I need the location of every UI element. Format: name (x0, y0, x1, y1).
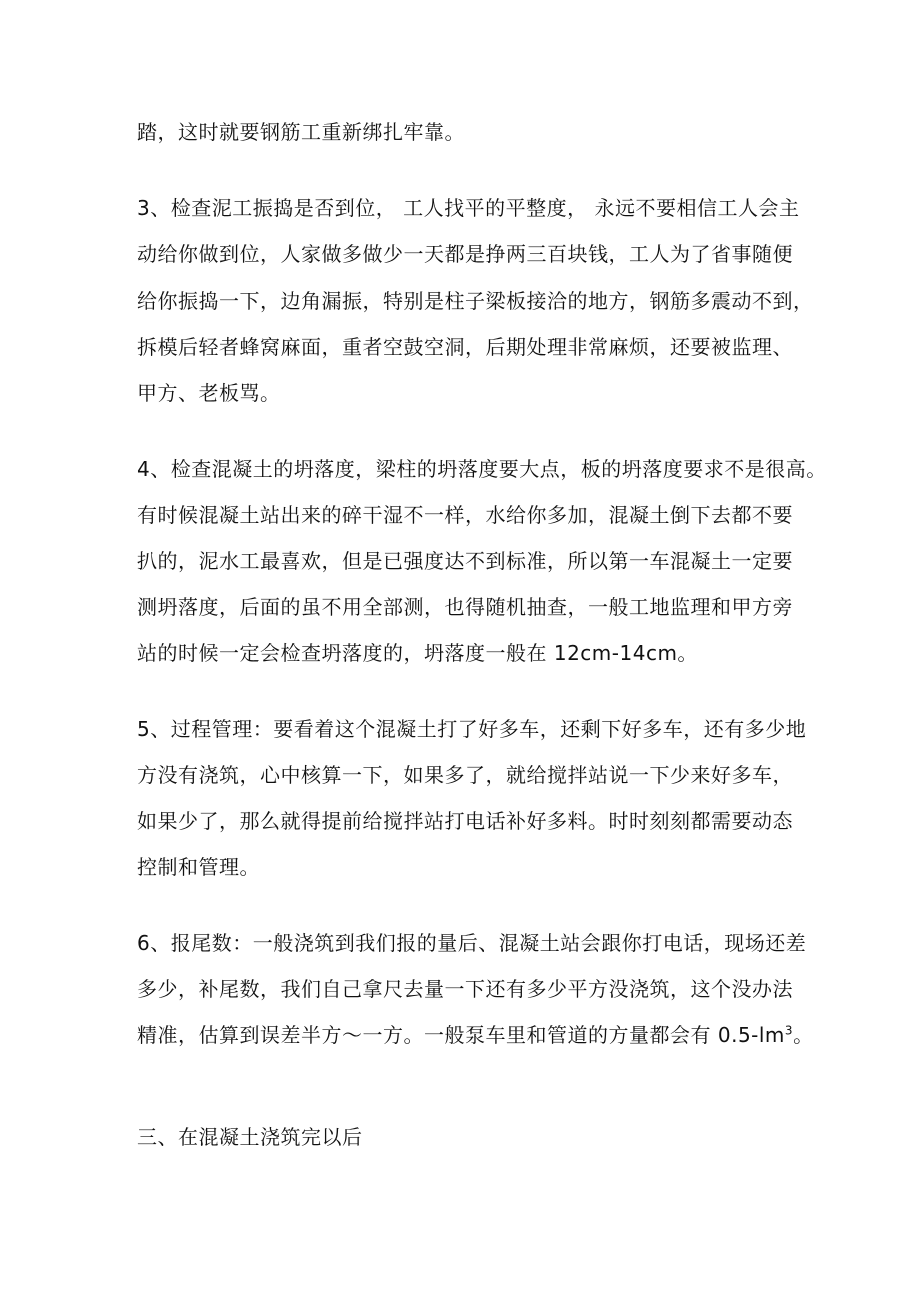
paragraph-line: 6、报尾数：一般浇筑到我们报的量后、混凝土站会跟你打电话，现场还差 (137, 931, 807, 955)
paragraph-line: 动给你做到位，人家做多做少一天都是挣两三百块钱，工人为了省事随便 (137, 242, 793, 266)
paragraph-line: 多少，补尾数，我们自己拿尺去量一下还有多少平方没浇筑，这个没办法 (137, 977, 793, 1001)
paragraph-line: 给你振捣一下，边角漏振，特别是柱子梁板接洽的地方，钢筋多震动不到， (137, 289, 814, 313)
line-text: 精准，估算到误差半方～一方。一般泵车里和管道的方量都会有 0.5-lm (137, 1023, 785, 1047)
paragraph-line: 如果少了，那么就得提前给搅拌站打电话补好多料。时时刻刻都需要动态 (137, 809, 793, 833)
paragraph-line: 3、检查泥工振捣是否到位， 工人找平的平整度， 永远不要相信工人会主 (137, 196, 800, 220)
line-end-period: 。 (793, 1023, 814, 1047)
paragraph-line: 方没有浇筑，心中核算一下，如果多了，就给搅拌站说一下少来好多车， (137, 763, 793, 787)
paragraph-line: 4、检查混凝土的坍落度，梁柱的坍落度要大点，板的坍落度要求不是很高。 (137, 457, 827, 481)
paragraph-line-with-unit (137, 1021, 814, 1049)
cubic-superscript: 3 (784, 1023, 794, 1038)
paragraph-line: 站的时候一定会检查坍落度的，坍落度一般在 12cm-14cm。 (137, 641, 698, 665)
paragraph-line: 有时候混凝土站出来的碎干湿不一样，水给你多加，混凝土倒下去都不要 (137, 503, 793, 527)
section-heading: 三、在混凝土浇筑完以后 (137, 1125, 363, 1149)
paragraph-line: 踏，这时就要钢筋工重新绑扎牢靠。 (137, 120, 465, 144)
paragraph-line: 5、过程管理：要看着这个混凝土打了好多车，还剩下好多车，还有多少地 (137, 717, 807, 741)
paragraph-line: 测坍落度，后面的虽不用全部测，也得随机抽查，一般工地监理和甲方旁 (137, 595, 793, 619)
paragraph-line: 控制和管理。 (137, 855, 260, 879)
paragraph-line: 甲方、老板骂。 (137, 381, 281, 405)
paragraph-line: 扒的，泥水工最喜欢，但是已强度达不到标准，所以第一车混凝土一定要 (137, 549, 793, 573)
paragraph-line: 拆模后轻者蜂窝麻面，重者空鼓空洞，后期处理非常麻烦，还要被监理、 (137, 335, 793, 359)
